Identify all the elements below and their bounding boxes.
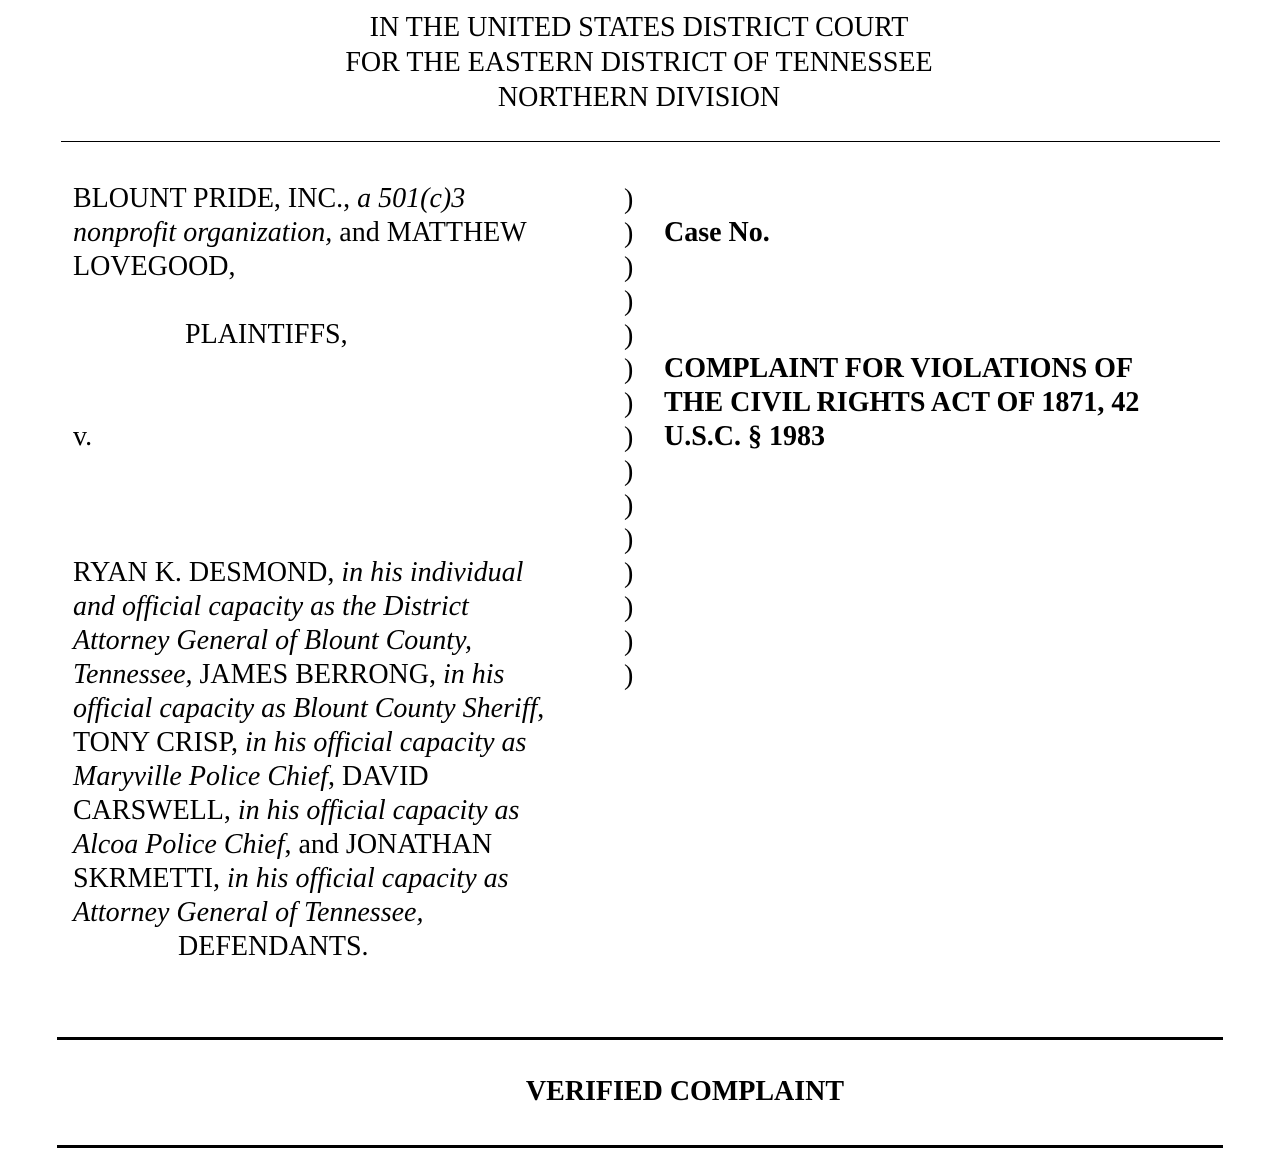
- plaintiff-name: BLOUNT PRIDE, INC.,: [73, 183, 358, 214]
- punctuation: ,: [537, 693, 545, 724]
- case-info-column: [664, 216, 1224, 454]
- caption-paren: ): [624, 218, 634, 249]
- versus-label: v.: [73, 421, 93, 452]
- plaintiff-line-2: [73, 216, 603, 250]
- caption-paren-column: [624, 183, 644, 693]
- defendant-name: JAMES BERRONG,: [192, 659, 443, 690]
- court-name: IN THE UNITED STATES DISTRICT COURT: [369, 12, 909, 43]
- defendant-capacity: in his official capacity as: [227, 863, 509, 894]
- plaintiffs-label: PLAINTIFFS,: [185, 319, 348, 350]
- defendant-line-5: [73, 692, 603, 726]
- complaint-title-line-1: COMPLAINT FOR VIOLATIONS OF: [664, 353, 1134, 384]
- defendant-capacity: official capacity as Blount County Sheriff: [73, 693, 538, 724]
- caption-paren: ): [624, 524, 634, 555]
- defendant-name: TONY CRISP,: [73, 727, 245, 758]
- plaintiff-description: a 501(c)3: [357, 183, 466, 214]
- plaintiff-line-3: LOVEGOOD,: [73, 251, 236, 282]
- defendant-capacity: Maryville Police Chief: [73, 761, 329, 792]
- defendants-block: [73, 556, 603, 964]
- caption-paren: ): [624, 320, 634, 351]
- caption-paren: ): [624, 252, 634, 283]
- header-divider: [61, 141, 1220, 142]
- defendant-name: , DAVID: [328, 761, 429, 792]
- plaintiff-line-1: [73, 182, 603, 216]
- caption-paren: ): [624, 286, 634, 317]
- caption-paren: ): [624, 354, 634, 385]
- caption-paren: ): [624, 490, 634, 521]
- spacer: [73, 522, 603, 556]
- court-district: FOR THE EASTERN DISTRICT OF TENNESSEE: [345, 47, 933, 78]
- court-caption-header: [0, 10, 1264, 115]
- caption-paren: ): [624, 184, 634, 215]
- defendant-capacity: in his official capacity as: [244, 727, 527, 758]
- spacer: [664, 318, 1224, 352]
- caption-paren: ): [624, 422, 634, 453]
- complaint-title-line-2: THE CIVIL RIGHTS ACT OF 1871, 42: [664, 387, 1140, 418]
- defendant-line-9: [73, 828, 603, 862]
- defendant-line-1: [73, 556, 603, 590]
- defendant-line-2: and official capacity as the District: [73, 591, 469, 622]
- defendant-name: CARSWELL,: [73, 795, 238, 826]
- spacer: [664, 284, 1224, 318]
- defendant-line-7: [73, 760, 603, 794]
- defendant-capacity: in his: [443, 659, 505, 690]
- defendant-capacity: in his individual: [341, 557, 524, 588]
- defendant-line-3: Attorney General of Blount County,: [73, 625, 472, 656]
- caption-paren: ): [624, 558, 634, 589]
- defendant-capacity: Alcoa Police Chief: [73, 829, 285, 860]
- spacer: [73, 284, 603, 318]
- title-bottom-rule: [57, 1145, 1223, 1148]
- defendant-line-6: [73, 726, 603, 760]
- defendant-name: SKRMETTI,: [73, 863, 227, 894]
- spacer: [73, 488, 603, 522]
- spacer: [73, 352, 603, 386]
- spacer: [73, 454, 603, 488]
- defendant-name: RYAN K. DESMOND,: [73, 557, 342, 588]
- defendant-capacity: in his official capacity as: [237, 795, 520, 826]
- defendant-line-11: Attorney General of Tennessee,: [73, 897, 424, 928]
- spacer: [73, 386, 603, 420]
- parties-column: [73, 182, 603, 964]
- document-title: VERIFIED COMPLAINT: [525, 1076, 845, 1107]
- defendant-name: , and JONATHAN: [284, 829, 493, 860]
- case-number-label: Case No.: [664, 217, 770, 248]
- title-top-rule: [57, 1037, 1223, 1040]
- caption-paren: ): [624, 660, 634, 691]
- defendants-label: DEFENDANTS.: [178, 931, 369, 962]
- defendant-line-8: [73, 794, 603, 828]
- plaintiffs-block: [73, 182, 603, 556]
- caption-paren: ): [624, 626, 634, 657]
- defendant-capacity: Tennessee,: [73, 659, 193, 690]
- complaint-title-line-3: U.S.C. § 1983: [664, 421, 826, 452]
- caption-paren: ): [624, 456, 634, 487]
- spacer: [664, 250, 1224, 284]
- defendant-line-4: [73, 658, 603, 692]
- defendant-line-10: [73, 862, 603, 896]
- plaintiff-name: and MATTHEW: [332, 217, 527, 248]
- plaintiff-description: nonprofit organization,: [73, 217, 333, 248]
- caption-paren: ): [624, 592, 634, 623]
- court-division: NORTHERN DIVISION: [497, 82, 781, 113]
- caption-paren: ): [624, 388, 634, 419]
